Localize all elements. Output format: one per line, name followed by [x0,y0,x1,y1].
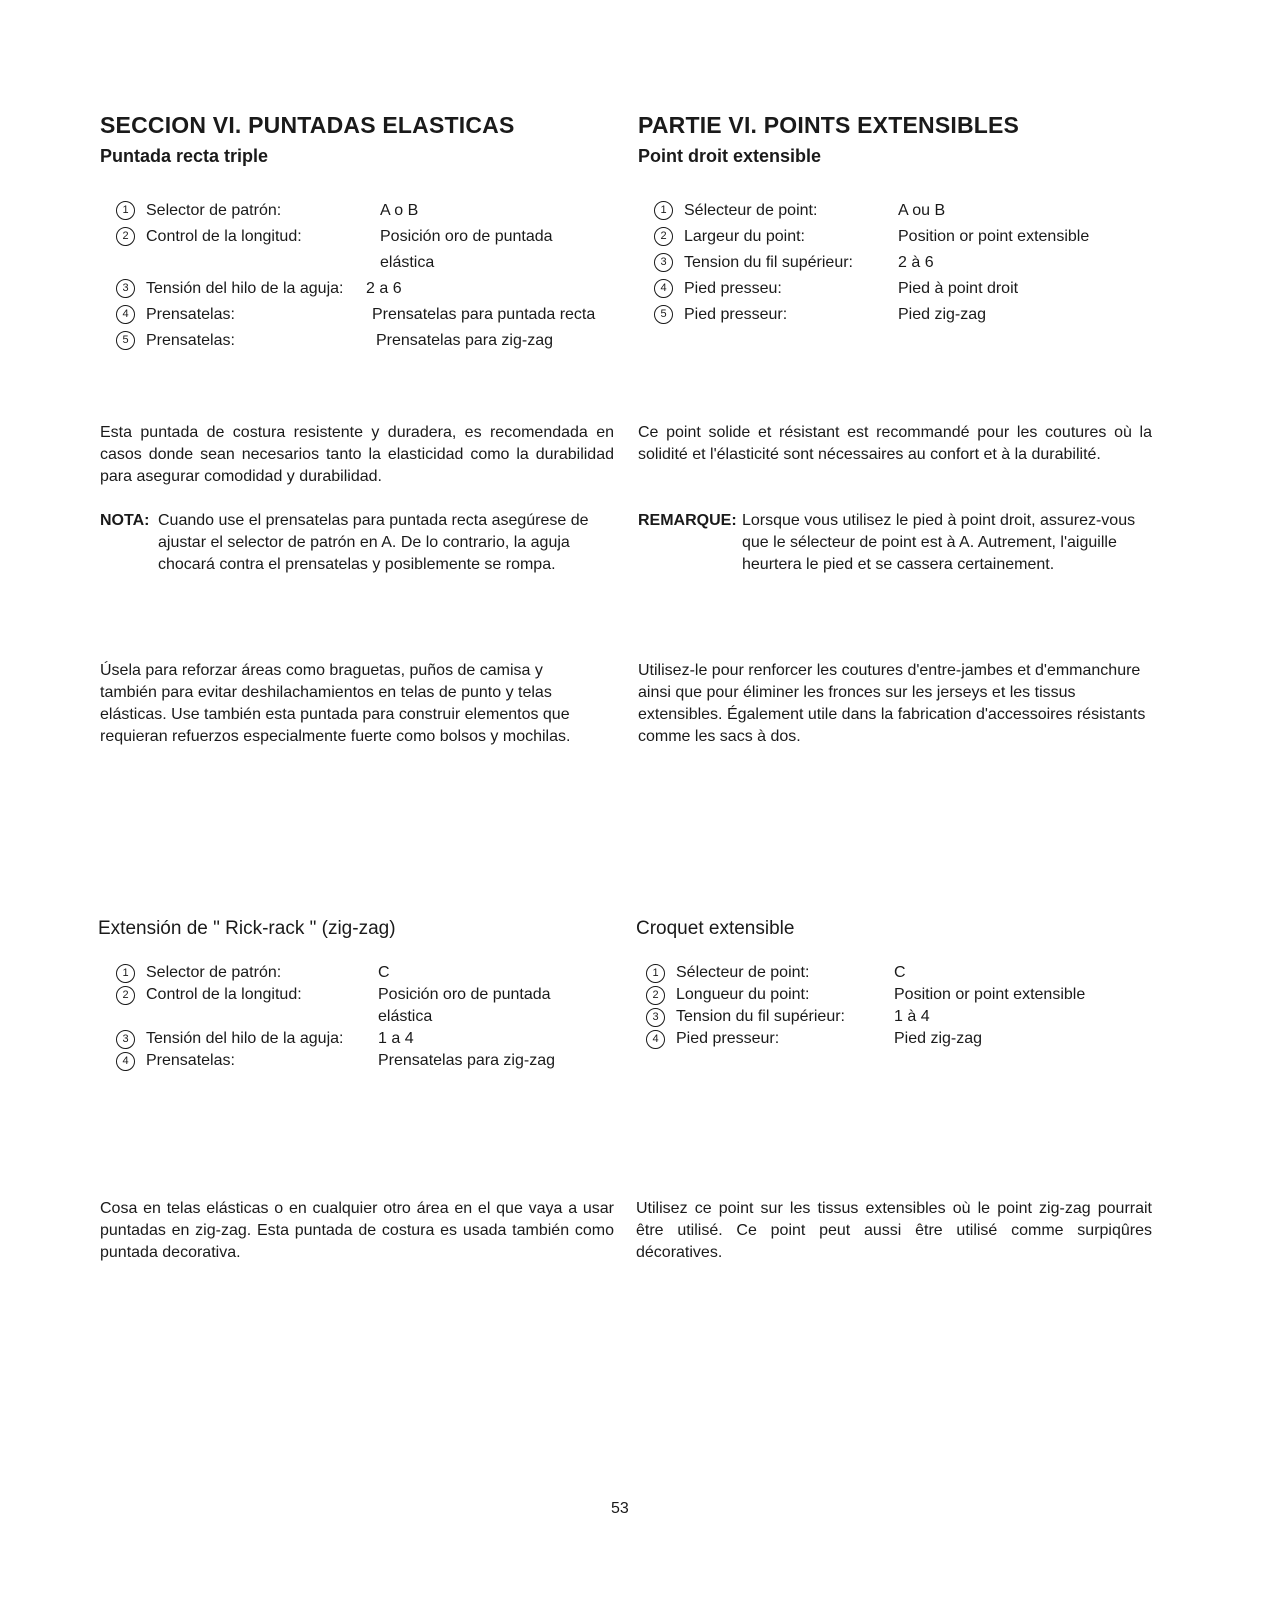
fr-paragraph-2: Utilisez-le pour renforcer les coutures d'entre-jambes et d'emmanchure ainsi que pour éliminer les fronces sur les jerseys et les tissus extensibles. Également utile dans la fabrication d'accessoires résistants comme les sacs à dos. [638,662,1146,745]
es-spec1-row-continuation [116,250,636,276]
es-paragraph-2: Úsela para reforzar áreas como braguetas, puños de camisa y también para evitar deshilachamientos en telas de punto y telas elásticas. Use también esta puntada para construir elementos que requieran refuerzos especialmente fuerte como bolsos y mochilas. [100,662,571,745]
circled-number-icon: 3 [646,1008,665,1027]
spec-value: A o B [380,202,419,219]
circled-number-icon: 2 [654,227,673,246]
spec-label: Selector de patrón: [146,202,282,219]
spec-value: Pied à point droit [898,280,1019,297]
es-subsection-title-triple-straight: Puntada recta triple [100,146,269,166]
spec-value: Prensatelas para zig-zag [376,332,553,349]
spec-value: A ou B [898,202,946,219]
circled-number-icon: 3 [654,253,673,272]
circled-number-icon: 2 [116,227,135,246]
fr-spec-list-1 [654,198,1174,328]
spec-label: Pied presseur: [676,1030,780,1047]
es-subsection-title-rick-rack: Extensión de " Rick-rack " (zig-zag) [98,918,396,939]
es-section-title: SECCION VI. PUNTADAS ELASTICAS [100,112,515,138]
fr-subsection-title-straight-stretch: Point droit extensible [638,146,822,166]
es-paragraph-1: Esta puntada de costura resistente y duradera, es recomendada en casos donde sean necesarios tanto la elasticidad como la durabilidad para asegurar comodidad y durabilidad. [100,424,614,485]
spec-label: Pied presseu: [684,280,782,297]
es-spec1-row [116,276,636,302]
spec-value: Prensatelas para zig-zag [378,1052,555,1069]
spec-value: Posición oro de puntada [378,986,551,1003]
circled-number-icon: 1 [646,964,665,983]
spec-value: Pied zig-zag [894,1030,983,1047]
spec-label: Largeur du point: [684,228,805,245]
fr-section-title: PARTIE VI. POINTS EXTENSIBLES [638,112,1020,138]
es-spec1-row [116,302,636,328]
spec-label: Control de la longitud: [146,228,302,245]
fr-spec2-row [646,1006,1166,1028]
es-paragraph-3: Cosa en telas elásticas o en cualquier otro área en el que vaya a usar puntadas en zig-zag. Esta puntada de costura es usada también como puntada decorativa. [100,1200,614,1261]
fr-spec1-row [654,302,1174,328]
circled-number-icon: 1 [116,964,135,983]
spec-label: Prensatelas: [146,332,235,349]
spec-value-continued: elástica [380,254,435,271]
spec-value-continued: elástica [378,1008,433,1025]
circled-number-icon: 3 [116,279,135,298]
spec-label: Tension du fil supérieur: [684,254,853,271]
fr-paragraph-3: Utilisez ce point sur les tissus extensibles où le point zig-zag pourrait être utilisé. Ce point peut aussi être utilisé comme surpiqûres décoratives. [636,1200,1152,1261]
circled-number-icon: 4 [116,1052,135,1071]
fr-spec-list-2 [646,962,1166,1050]
circled-number-icon: 2 [116,986,135,1005]
spec-value: C [894,964,906,981]
spec-value: 2 a 6 [366,280,402,297]
fr-spec2-row [646,1028,1166,1050]
spec-value: C [378,964,390,981]
es-spec2-row [116,984,636,1006]
note-text: Lorsque vous utilisez le pied à point droit, assurez-vous que le sélecteur de point est à A. Autrement, l'aiguille heurtera le pied et se cassera certainement. [742,512,1136,573]
fr-spec1-row [654,276,1174,302]
note-label: NOTA: [100,512,150,529]
spec-label: Selector de patrón: [146,964,282,981]
spec-label: Control de la longitud: [146,986,302,1003]
fr-spec1-row [654,198,1174,224]
spec-label: Tension du fil supérieur: [676,1008,845,1025]
circled-number-icon: 1 [654,201,673,220]
page-number: 53 [611,1500,629,1517]
circled-number-icon: 4 [646,1030,665,1049]
spec-value: Pied zig-zag [898,306,987,323]
es-spec1-row [116,328,636,354]
fr-paragraph-1: Ce point solide et résistant est recommandé pour les coutures où la solidité et l'élasticité sont nécessaires au confort et à la durabilité. [638,424,1152,463]
spec-label: Prensatelas: [146,306,235,323]
spec-label: Sélecteur de point: [676,964,810,981]
spec-value: Posición oro de puntada [380,228,553,245]
spec-label: Prensatelas: [146,1052,235,1069]
spec-label: Tensión del hilo de la aguja: [146,280,344,297]
es-spec2-row-continuation [116,1006,636,1028]
fr-spec2-row [646,984,1166,1006]
note-label: REMARQUE: [638,512,737,529]
es-spec2-row [116,1028,636,1050]
es-spec1-row [116,224,636,250]
fr-spec1-row [654,250,1174,276]
circled-number-icon: 3 [116,1030,135,1049]
circled-number-icon: 4 [654,279,673,298]
es-spec1-row [116,198,636,224]
spec-value: Position or point extensible [898,228,1090,245]
es-spec2-row [116,962,636,984]
circled-number-icon: 4 [116,305,135,324]
spec-value: Prensatelas para puntada recta [372,306,596,323]
spec-value: 1 a 4 [378,1030,414,1047]
es-spec-list-1 [116,198,636,354]
spec-label: Sélecteur de point: [684,202,818,219]
fr-note [638,510,1158,580]
spec-label: Tensión del hilo de la aguja: [146,1030,344,1047]
note-text: Cuando use el prensatelas para puntada recta asegúrese de ajustar el selector de patrón en A. De lo contrario, la aguja chocará contra el prensatelas y posiblemente se rompa. [158,512,589,573]
spec-value: 1 à 4 [894,1008,930,1025]
es-spec2-row [116,1050,636,1072]
circled-number-icon: 1 [116,201,135,220]
es-note [100,510,614,600]
fr-spec2-row [646,962,1166,984]
spec-value: 2 à 6 [898,254,934,271]
spec-label: Longueur du point: [676,986,810,1003]
fr-spec1-row [654,224,1174,250]
circled-number-icon: 2 [646,986,665,1005]
circled-number-icon: 5 [116,331,135,350]
spec-label: Pied presseur: [684,306,788,323]
spec-value: Position or point extensible [894,986,1086,1003]
circled-number-icon: 5 [654,305,673,324]
es-spec-list-2 [116,962,636,1072]
fr-subsection-title-croquet: Croquet extensible [636,918,795,939]
